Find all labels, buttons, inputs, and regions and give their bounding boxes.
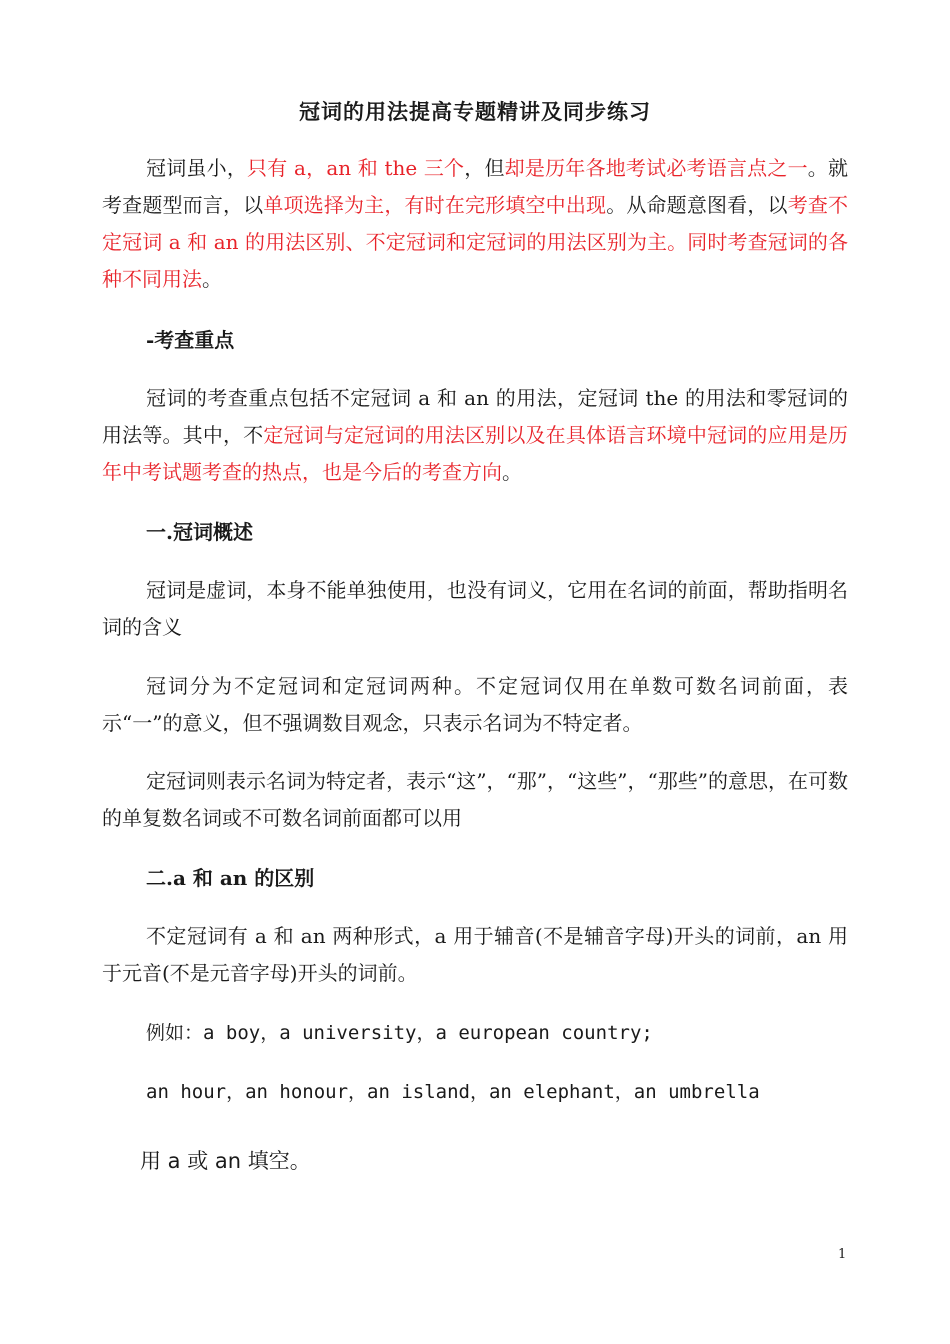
- intro-highlight: 单项选择为主，有时在完形填空中出现: [263, 193, 607, 217]
- overview-paragraph-3: 定冠词则表示名词为特定者，表示“这”，“那”，“这些”，“那些”的意思，在可数的单复数名词或不可数名词前面都可以用: [102, 769, 848, 830]
- focus-text: 。: [502, 460, 522, 484]
- focus-text: 冠词的考查重点包括不定冠词 a 和 an 的用法，定冠词 the 的用法和零冠词的用法等。其中，不: [102, 386, 848, 447]
- overview-paragraph-2: 冠词分为不定冠词和定冠词两种。不定冠词仅用在单数可数名词前面，表示“一”的意义，但不强调数目观念，只表示名词为不特定者。: [102, 674, 848, 735]
- intro-text: ，但: [464, 156, 505, 180]
- example-line-2: an hour，an honour，an island，an elephant，an umbrella: [146, 1081, 760, 1103]
- intro-text: 冠词虽小，: [146, 156, 248, 180]
- a-an-paragraph: 不定冠词有 a 和 an 两种形式，a 用于辅音(不是辅音字母)开头的词前，an 用于元音(不是元音字母)开头的词前。: [102, 924, 848, 985]
- example-label: 例如：: [146, 1022, 204, 1044]
- example-line-1: [146, 1018, 653, 1045]
- example-text: a boy，a university，a european country;: [203, 1022, 653, 1044]
- intro-paragraph: [102, 150, 848, 298]
- intro-highlight: 只有 a，an 和 the 三个: [247, 156, 465, 180]
- overview-paragraph-1: 冠词是虚词，本身不能单独使用，也没有词义，它用在名词的前面，帮助指明名词的含义: [102, 578, 848, 639]
- intro-highlight: 却是历年各地考试必考语言点之一: [504, 156, 808, 180]
- exercise-instruction: 用 a 或 an 填空。: [140, 1149, 311, 1173]
- intro-text: 。就考查题型而言，以: [102, 156, 849, 217]
- page-number: 1: [838, 1247, 847, 1262]
- intro-highlight: 考查不定冠词 a 和 an 的用法区别、不定冠词和定冠词的用法区别为主。同时考查冠词的各种不同用法: [102, 193, 849, 291]
- section-heading-a-an: 二.a 和 an 的区别: [146, 866, 315, 890]
- section-heading-overview: 一.冠词概述: [146, 520, 253, 544]
- page-title: 冠词的用法提高专题精讲及同步练习: [299, 99, 651, 124]
- focus-highlight: 定冠词与定冠词的用法区别以及在具体语言环境中冠词的应用是历年中考试题考查的热点，也是今后的考查方向: [102, 423, 849, 484]
- intro-text: 。从命题意图看，以: [606, 193, 788, 217]
- focus-paragraph: [102, 380, 848, 491]
- section-heading-focus: -考查重点: [146, 328, 235, 352]
- intro-text: 。: [202, 267, 222, 291]
